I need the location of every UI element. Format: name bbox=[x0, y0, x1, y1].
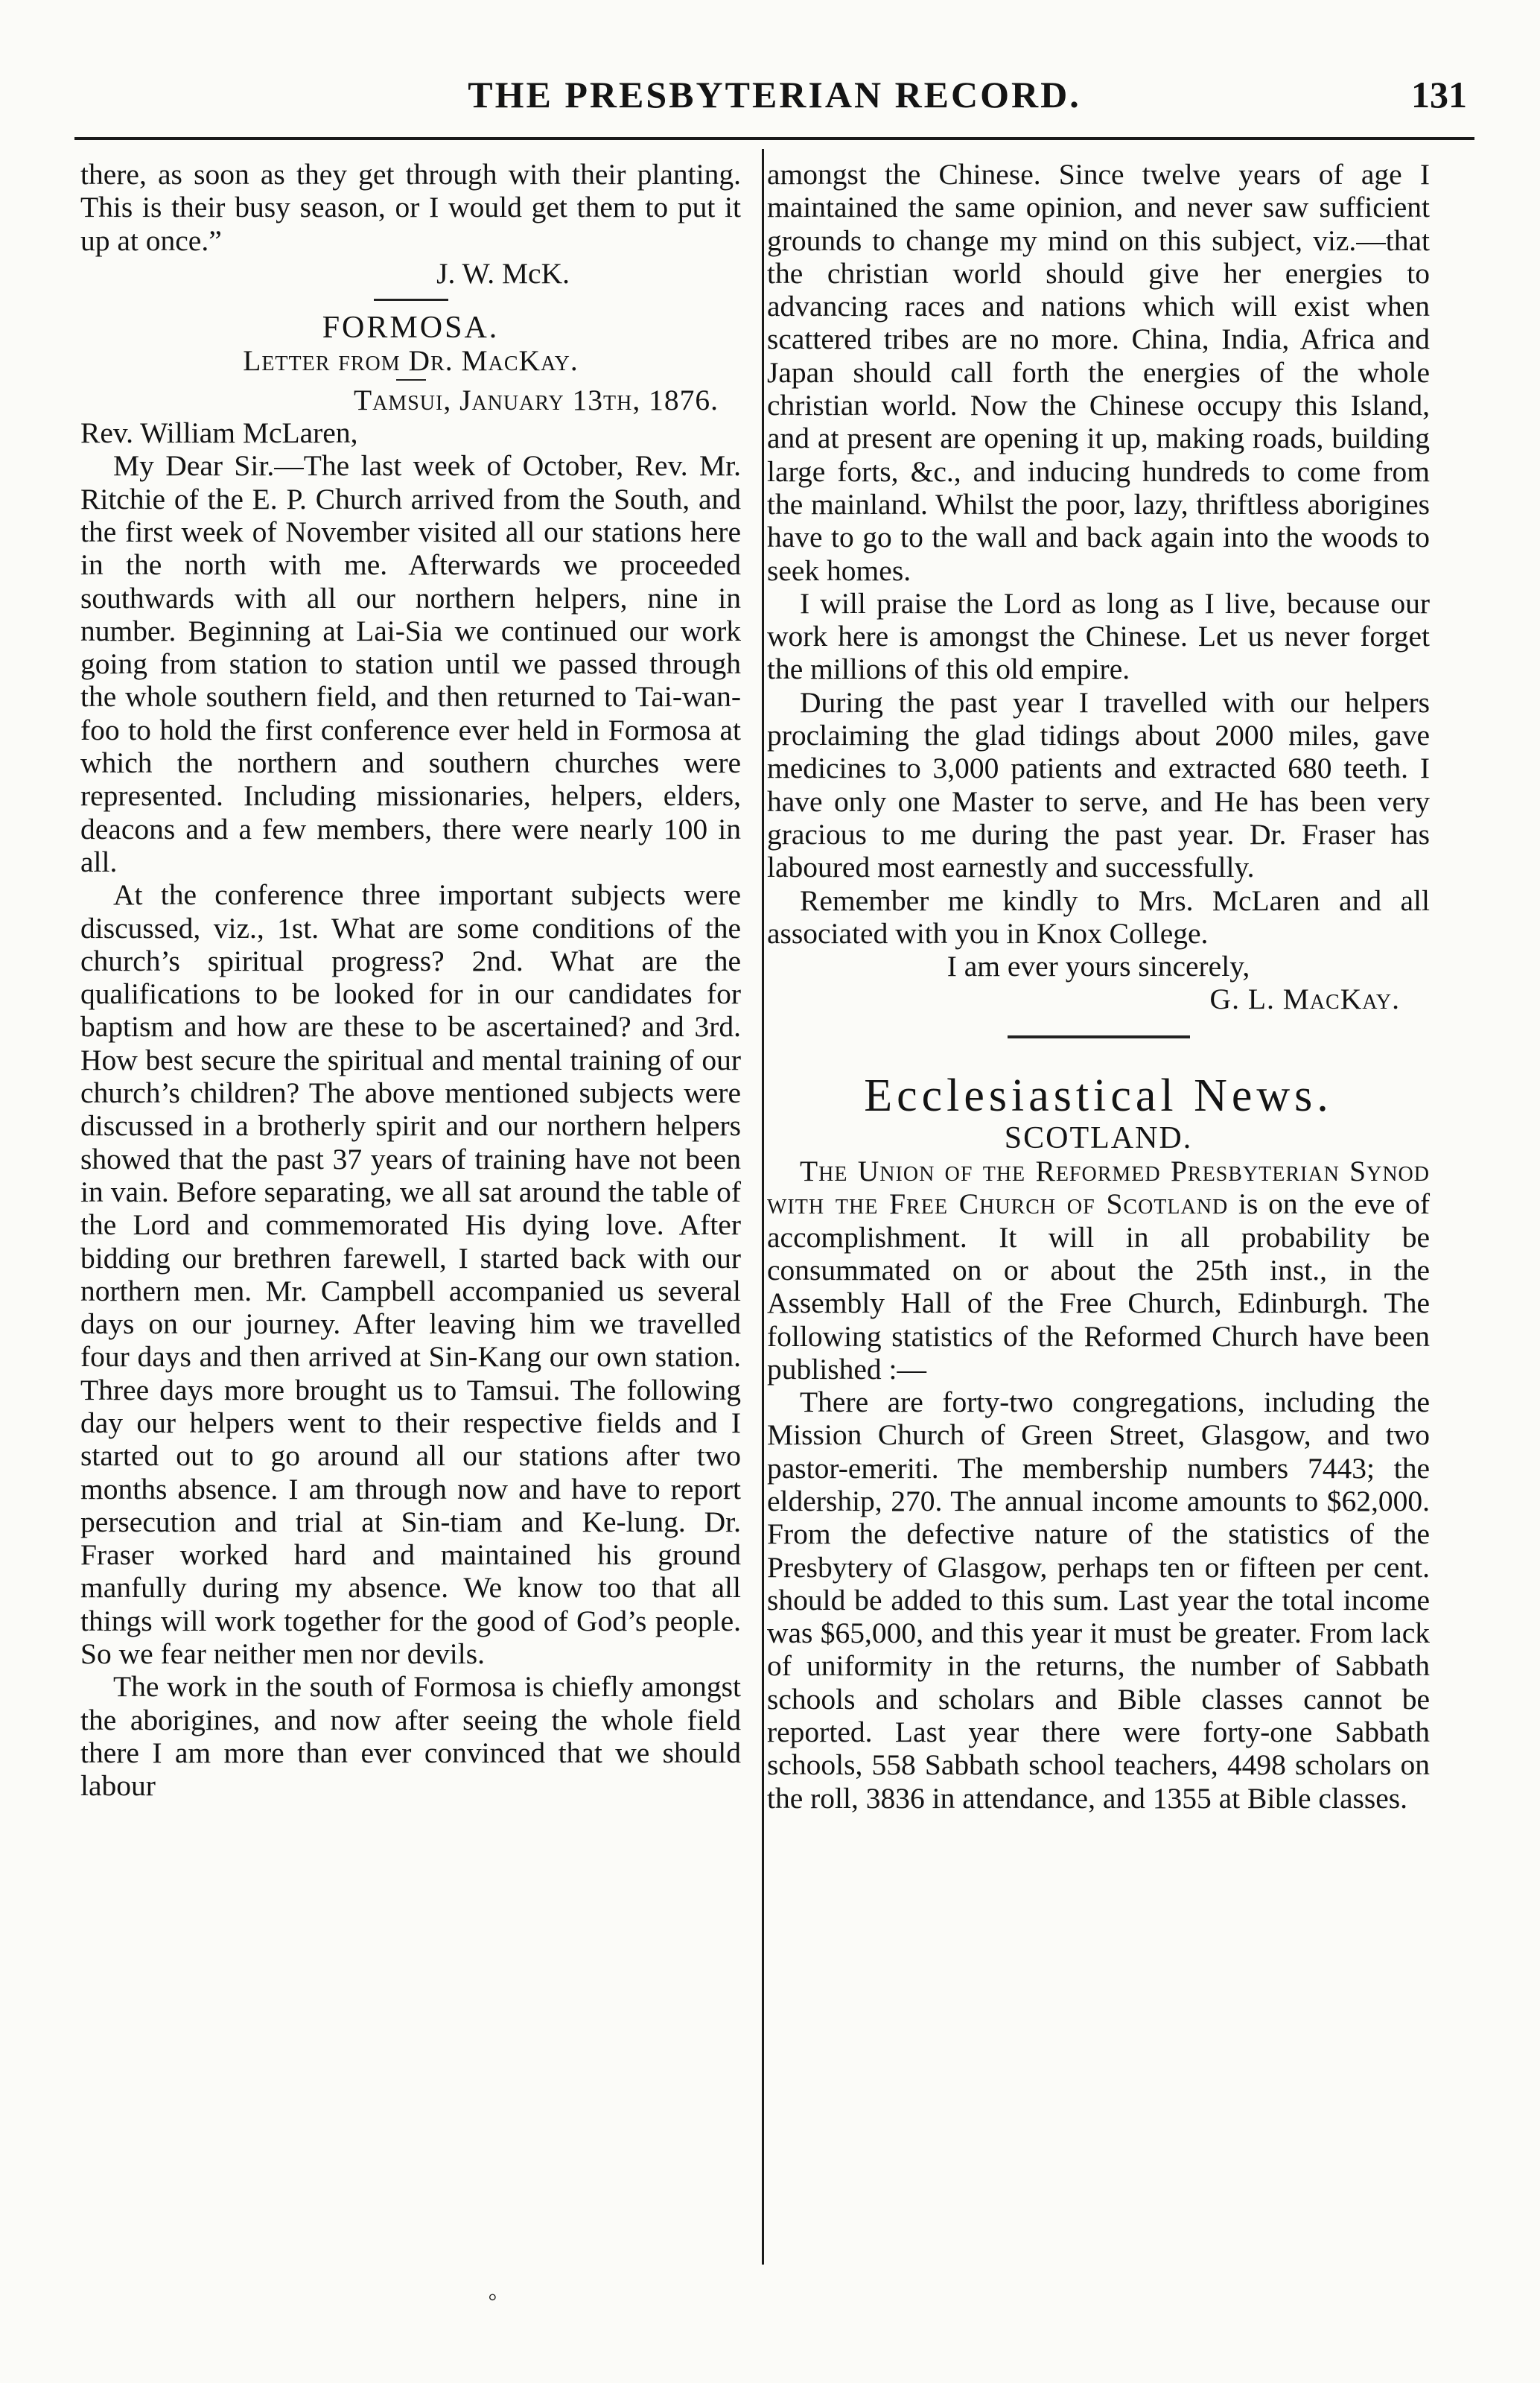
letter-closing: I am ever yours sincerely, bbox=[946, 950, 1250, 983]
section-subtitle: SCOTLAND. bbox=[1004, 1120, 1193, 1155]
news-paragraph: There are forty-two congregations, including the Mission Church of Green Street, Glasgow, and two pastor-emeriti. The membership numbers 7443; the eldership, 270. The annual income amounts to $62,000. From the defective nature of the statistics of the Presbytery of Glasgow, perhaps ten or fifteen per cent. should be added to this sum. Last year the total income was $65,000, and this year it must be greater. From lack of uniformity in the returns, the number of Sabbath schools and scholars and Bible classes cannot be reported. Last year there were forty-one Sabbath schools, 558 Sabbath school teachers, 4498 scholars on the roll, 3836 in attendance, and 1355 at Bible classes. bbox=[767, 1386, 1430, 1815]
letter-signature: G. L. MacKay. bbox=[1209, 983, 1400, 1016]
continued-signature: J. W. McK. bbox=[436, 256, 570, 290]
page-header bbox=[74, 67, 1474, 119]
dateline: Tamsui, January 13th, 1876. bbox=[353, 383, 719, 416]
letter-paragraph: amongst the Chinese. Since twelve years of age I maintained the same opinion, and never saw sufficient grounds to change my mind on this subject, viz.—that the christian world should give her energies to advancing races and nations which will exist when scattered tribes are no more. China, India, Africa and Japan should call forth the energies of the whole christian world. Now the Chinese occupy this Island, and at present are opening it up, making roads, building large forts, &c., and inducing hundreds to come from the mainland. Whilst the poor, lazy, thriftless aborigines have to go to the wall and back again into the woods to seek homes. bbox=[767, 158, 1430, 587]
continued-paragraph: there, as soon as they get through with their planting. This is their busy season, or I would get them to put it up at once.” bbox=[80, 158, 741, 257]
addressee: Rev. William McLaren, bbox=[80, 416, 358, 450]
column-divider bbox=[762, 149, 764, 2265]
letter-paragraph: Remember me kindly to Mrs. McLaren and all associated with you in Knox College. bbox=[767, 883, 1430, 950]
article-title: FORMOSA. bbox=[322, 311, 500, 346]
letter-paragraph: At the conference three important subjects were discussed, viz., 1st. What are some conditions of the church’s spiritual progress? 2nd. What are the qualifications to be looked for in our candidates for baptism and how are these to be ascertained? and 3rd. How best secure the spiritual and mental training of our church’s children? The above mentioned subjects were discussed in a brotherly spirit and our northern helpers showed that the past 37 years of training have not been in vain. Before separating, we all sat around the table of the Lord and commemorated His dying love. After bidding our brethren farewell, I started back with our northern men. Mr. Campbell accompanied us several days on our journey. After leaving him we travelled four days and then arrived at Sin-Kang our own station. Three days more brought us to Tamsui. The following day our helpers went to their respective fields and I started out to go around all our stations after two months absence. I am through now and have to report persecution and trial at Sin-tiam and Ke-lung. Dr. Fraser worked hard and maintained his ground manfully during my absence. We know too that all things will work together for the good of God’s people. So we fear neither men nor devils. bbox=[80, 878, 741, 1671]
news-paragraph bbox=[767, 1155, 1430, 1386]
small-separator bbox=[396, 379, 426, 381]
printer-mark: ◦ bbox=[488, 2282, 497, 2311]
letter-paragraph: I will praise the Lord as long as I live, because our work here is amongst the Chinese. Let us never forget the millions of this old empire. bbox=[767, 586, 1430, 686]
journal-title: THE PRESBYTERIAN RECORD. bbox=[468, 74, 1081, 115]
header-rule bbox=[74, 137, 1474, 140]
news-lead: The Union of the Reformed Presbyterian Synod with the Free Church of Scotland bbox=[767, 1155, 1430, 1221]
article-subtitle: Letter from Dr. MacKay. bbox=[243, 344, 579, 378]
letter-paragraph: During the past year I travelled with our helpers proclaiming the glad tidings about 2000 miles, gave medicines to 3,000 patients and extracted 680 teeth. I have only one Master to serve, and He has been very gracious to me during the past year. Dr. Fraser has laboured most earnestly and successfully. bbox=[767, 685, 1430, 884]
letter-paragraph: The work in the south of Formosa is chiefly amongst the aborigines, and now after seeing the whole field there I am more than ever convinced that we should labour bbox=[80, 1670, 741, 1803]
news-lead-continuation: is on the eve of accomplishment. It will in all probability be consummated on or about the 25th inst., in the Assembly Hall of the Free Church, Edinburgh. The following statistics of the Reformed Church have been published :— bbox=[767, 1187, 1430, 1386]
letter-paragraph: My Dear Sir.—The last week of October, Rev. Mr. Ritchie of the E. P. Church arrived from the South, and the first week of November visited all our stations here in the north with me. Afterwards we proceeded southwards with all our northern helpers, nine in number. Beginning at Lai-Sia we continued our work going from station to station until we passed through the whole southern field, and then returned to Tai-wan-foo to hold the first conference ever held in Formosa at which the northern and southern churches were represented. Including missionaries, helpers, elders, deacons and a few members, there were nearly 100 in all. bbox=[80, 449, 741, 878]
section-title: Ecclesiastical News. bbox=[864, 1070, 1333, 1121]
left-column bbox=[80, 158, 741, 1803]
right-column bbox=[767, 158, 1430, 1815]
section-separator bbox=[1008, 1035, 1190, 1038]
page-number: 131 bbox=[1411, 74, 1467, 115]
separator-rule bbox=[374, 299, 448, 301]
